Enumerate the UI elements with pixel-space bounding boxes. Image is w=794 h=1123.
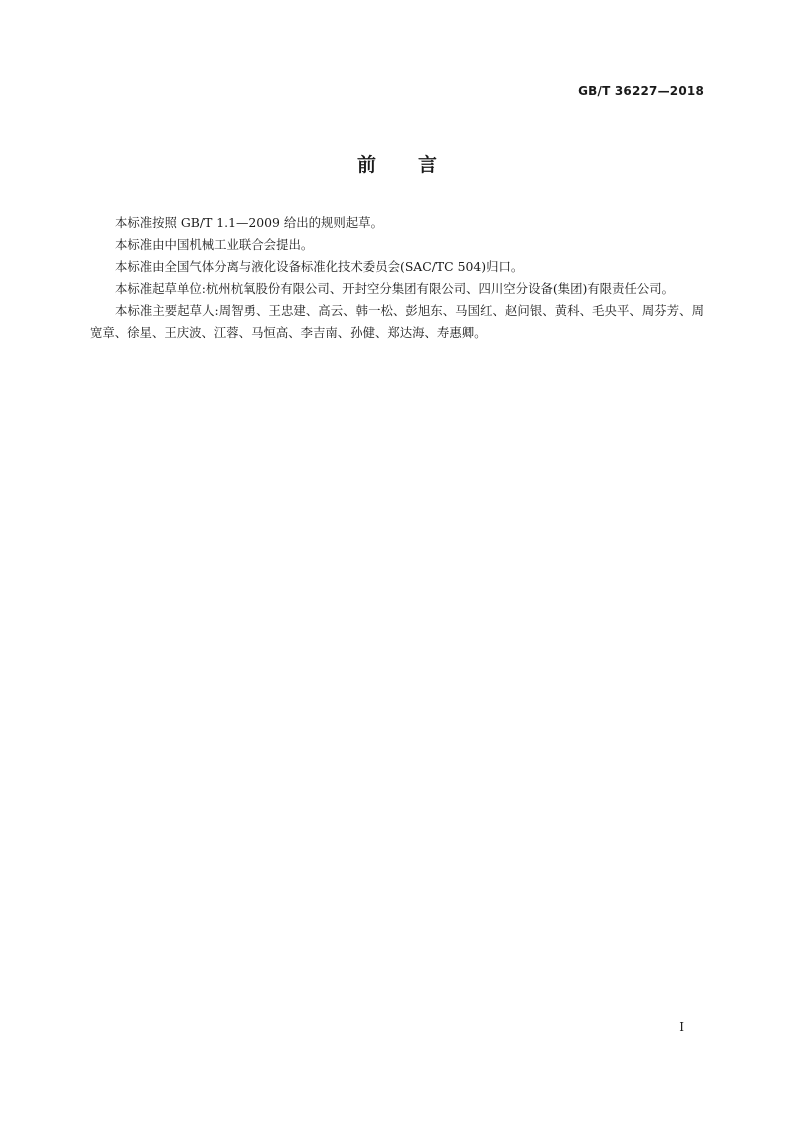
- paragraph-centralized-by: 本标准由全国气体分离与液化设备标准化技术委员会(SAC/TC 504)归口。: [115, 259, 524, 274]
- standard-code-header: GB/T 36227—2018: [578, 84, 704, 98]
- paragraph-proposer: 本标准由中国机械工业联合会提出。: [115, 237, 314, 252]
- page-number: I: [679, 1020, 684, 1034]
- paragraph-main-drafters: 本标准主要起草人:周智勇、王忠建、高云、韩一松、彭旭东、马国红、赵问银、黄科、毛央平、周芬芳、周宽章、徐星、王庆波、江蓉、马恒高、李吉南、孙健、郑达海、寿惠卿。: [90, 303, 704, 340]
- foreword-body: [90, 212, 704, 344]
- paragraph-drafting-rules: 本标准按照 GB/T 1.1—2009 给出的规则起草。: [115, 215, 383, 230]
- paragraph-drafting-organizations: 本标准起草单位:杭州杭氧股份有限公司、开封空分集团有限公司、四川空分设备(集团)有限责任公司。: [115, 281, 675, 296]
- page-title: 前言: [356, 154, 479, 176]
